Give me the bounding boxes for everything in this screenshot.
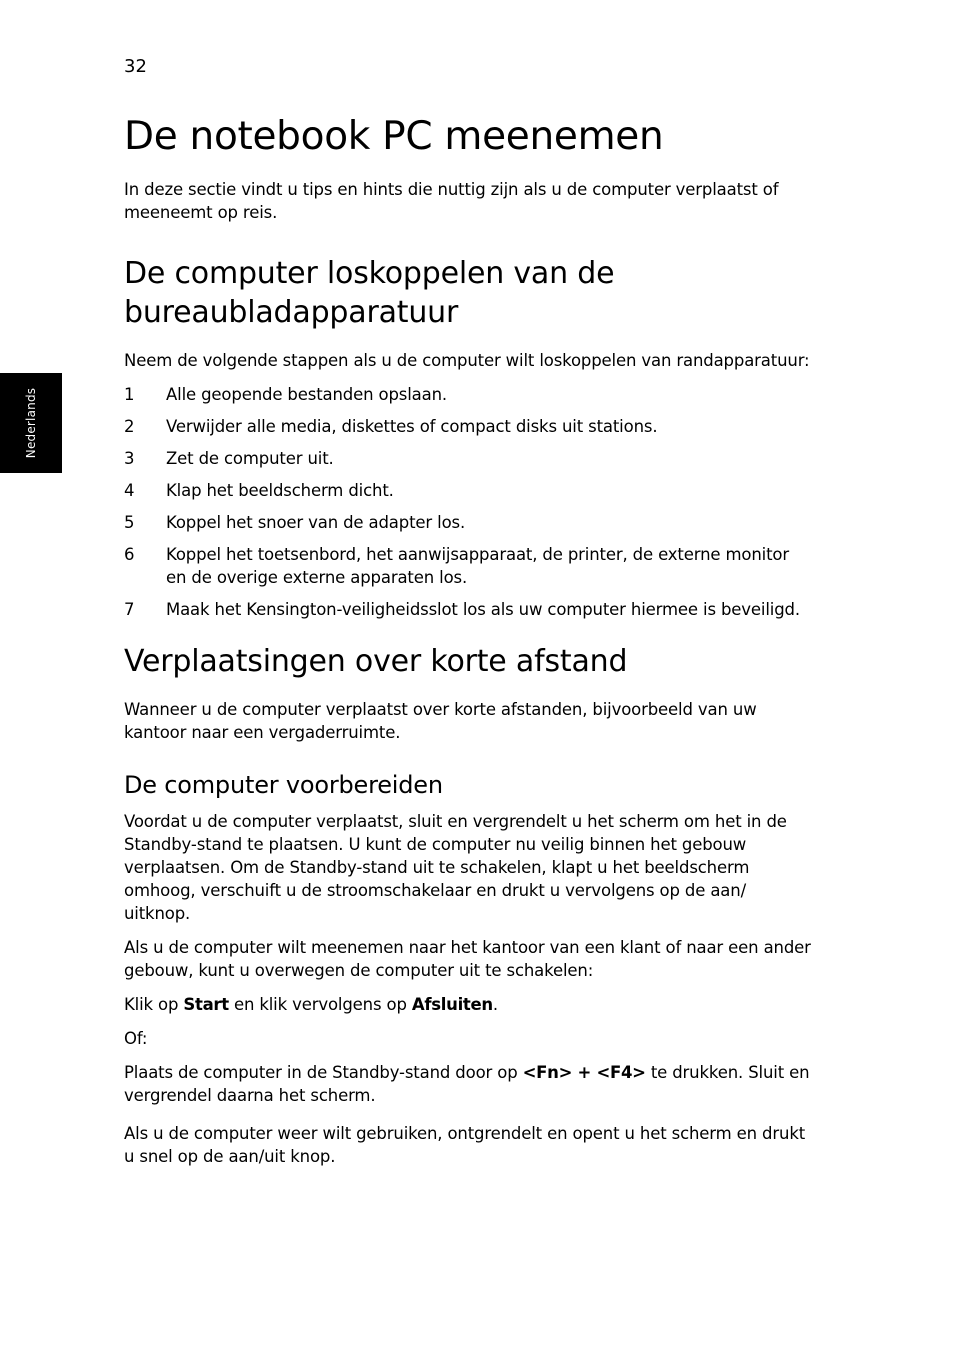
list-item (124, 383, 814, 406)
shutdown-keyword: Afsluiten (411, 995, 493, 1014)
section-heading-short-distance: Verplaatsingen over korte afstand (124, 644, 628, 679)
subsection-heading-prepare: De computer voorbereiden (124, 771, 443, 799)
standby-text-post: te drukken. Sluit en vergrendel daarna het scherm. (124, 1063, 810, 1105)
standby-instruction (124, 1061, 814, 1107)
intro-paragraph: In deze sectie vindt u tips en hints die nuttig zijn als u de computer verplaatst of meeneemt op reis. (124, 180, 779, 222)
shutdown-instruction (124, 993, 814, 1016)
step-number: 2 (124, 417, 135, 436)
section-heading-disconnect: De computer loskoppelen van de bureaubladapparatuur (124, 256, 615, 330)
prepare-paragraph-2: Als u de computer wilt meenemen naar het kantoor van een klant of naar een ander gebouw, kunt u overwegen de computer uit te schakelen: (124, 938, 811, 980)
step-text: Klap het beeldscherm dicht. (166, 481, 394, 500)
disconnect-steps-list (124, 383, 814, 621)
step-text: Maak het Kensington-veiligheidsslot los als uw computer hiermee is beveiligd. (166, 600, 800, 619)
step-text: Koppel het snoer van de adapter los. (166, 513, 466, 532)
page-number: 32 (124, 56, 147, 77)
list-item (124, 447, 814, 470)
or-text: Of: (124, 1029, 148, 1048)
list-item (124, 543, 814, 589)
step-text: Koppel het toetsenbord, het aanwijsapparaat, de printer, de externe monitor en de overige externe apparaten los. (166, 545, 789, 587)
page-content (124, 112, 814, 1179)
list-item (124, 479, 814, 502)
step-number: 3 (124, 449, 135, 468)
step-number: 6 (124, 545, 135, 564)
standby-text-pre: Plaats de computer in de Standby-stand door op (124, 1063, 523, 1082)
language-side-tab (0, 373, 62, 473)
shutdown-text-mid: en klik vervolgens op (228, 995, 412, 1014)
resume-paragraph: Als u de computer weer wilt gebruiken, ontgrendelt en opent u het scherm en drukt u snel op de aan/uit knop. (124, 1124, 806, 1166)
hotkey-keyword: <Fn> + <F4> (522, 1063, 646, 1082)
section-lead-short-distance: Wanneer u de computer verplaatst over korte afstanden, bijvoorbeeld van uw kantoor naar een vergaderruimte. (124, 700, 757, 742)
step-text: Alle geopende bestanden opslaan. (166, 385, 447, 404)
step-text: Zet de computer uit. (166, 449, 334, 468)
shutdown-text-pre: Klik op (124, 995, 184, 1014)
start-keyword: Start (183, 995, 229, 1014)
page-title: De notebook PC meenemen (124, 114, 664, 159)
list-item (124, 598, 814, 621)
list-item (124, 415, 814, 438)
section-lead-disconnect: Neem de volgende stappen als u de computer wilt loskoppelen van randapparatuur: (124, 351, 810, 370)
step-number: 4 (124, 481, 135, 500)
prepare-paragraph-1: Voordat u de computer verplaatst, sluit en vergrendelt u het scherm om het in de Standby-stand te plaatsen. U kunt de computer nu veilig binnen het gebouw verplaatsen. Om de Standby-stand uit te schakelen, klapt u het beeldscherm omhoog, verschuift u de stroomschakelaar en drukt u vervolgens op de aan/ uitknop. (124, 812, 787, 923)
step-number: 7 (124, 600, 135, 619)
step-text: Verwijder alle media, diskettes of compact disks uit stations. (166, 417, 658, 436)
list-item (124, 511, 814, 534)
step-number: 5 (124, 513, 135, 532)
shutdown-text-post: . (492, 995, 498, 1014)
step-number: 1 (124, 385, 135, 404)
side-tab-label: Nederlands (24, 387, 38, 459)
